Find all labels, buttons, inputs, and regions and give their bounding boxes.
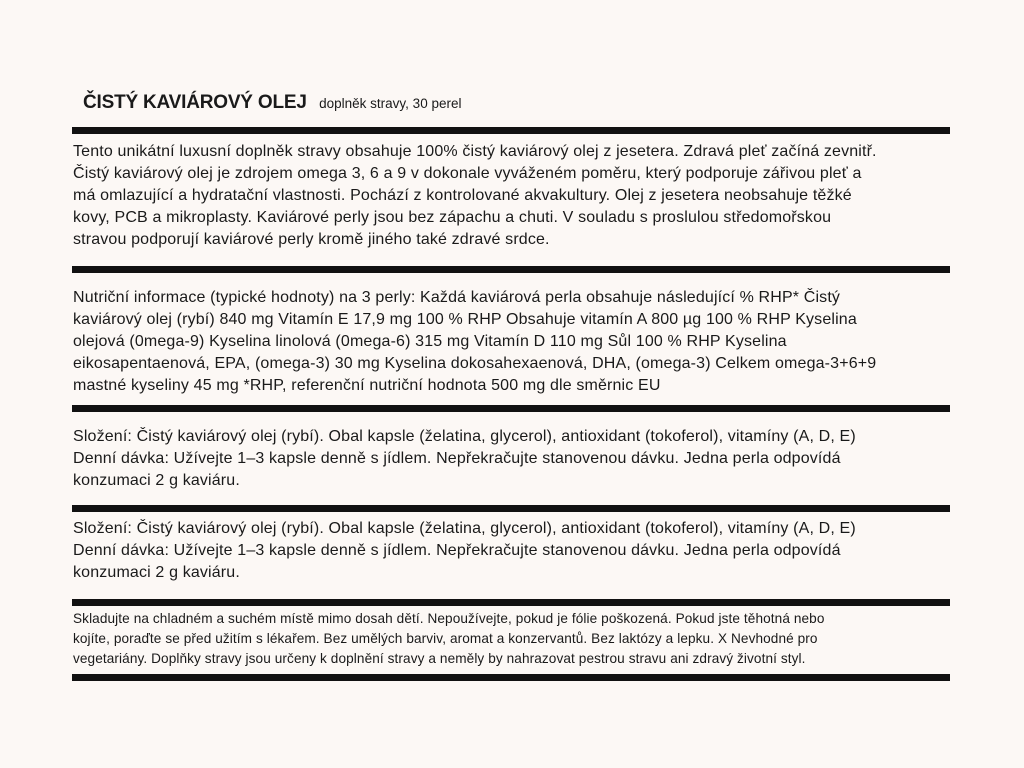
text-line: Složení: Čistý kaviárový olej (rybí). Obal kapsle (želatina, glycerol), antioxidant (tokoferol), vitamíny (A, D, E) xyxy=(73,520,856,537)
divider xyxy=(72,674,950,681)
text-line: konzumaci 2 g kaviáru. xyxy=(73,472,240,489)
composition-section xyxy=(73,426,856,492)
divider xyxy=(72,599,950,606)
text-line: Tento unikátní luxusní doplněk stravy obsahuje 100% čistý kaviárový olej z jesetera. Zdravá pleť začíná zevnitř. xyxy=(73,143,877,160)
text-line: kovy, PCB a mikroplasty. Kaviárové perly jsou bez zápachu a chuti. V souladu s proslulou středomořskou xyxy=(73,209,832,226)
text-line: konzumaci 2 g kaviáru. xyxy=(73,564,240,581)
text-line: eikosapentaenová, EPA, (omega-3) 30 mg Kyselina dokosahexaenová, DHA, (omega-3) Celkem omega-3+6+9 xyxy=(73,355,877,372)
product-name: ČISTÝ KAVIÁROVÝ OLEJ xyxy=(83,92,307,113)
text-line: kojíte, poraďte se před užitím s lékařem. Bez umělých barviv, aromat a konzervantů. Bez laktózy a lepku. X Nevhodné pro xyxy=(73,631,818,646)
text-line: mastné kyseliny 45 mg *RHP, referenční nutriční hodnota 500 mg dle směrnic EU xyxy=(73,377,661,394)
text-line: vegetariány. Doplňky stravy jsou určeny k doplnění stravy a neměly by nahrazovat pestrou stravu ani zdravý životní styl. xyxy=(73,651,806,666)
product-subtitle: doplněk stravy, 30 perel xyxy=(319,96,462,111)
description-section xyxy=(73,141,877,251)
divider xyxy=(72,266,950,273)
composition-section-duplicate xyxy=(73,518,856,584)
text-line: Denní dávka: Užívejte 1–3 kapsle denně s jídlem. Nepřekračujte stanovenou dávku. Jedna perla odpovídá xyxy=(73,450,841,467)
text-line: Skladujte na chladném a suchém místě mimo dosah dětí. Nepoužívejte, pokud je fólie poškozená. Pokud jste těhotná nebo xyxy=(73,611,825,626)
storage-warnings-section xyxy=(73,609,825,669)
product-title xyxy=(83,92,461,114)
text-line: Nutriční informace (typické hodnoty) na 3 perly: Každá kaviárová perla obsahuje následující % RHP* Čistý xyxy=(73,289,841,306)
text-line: stravou podporují kaviárové perly kromě jiného také zdravé srdce. xyxy=(73,231,550,248)
text-line: má omlazující a hydratační vlastnosti. Pochází z kontrolované akvakultury. Olej z jesetera neobsahuje těžké xyxy=(73,187,852,204)
divider xyxy=(72,505,950,512)
text-line: Denní dávka: Užívejte 1–3 kapsle denně s jídlem. Nepřekračujte stanovenou dávku. Jedna perla odpovídá xyxy=(73,542,841,559)
divider xyxy=(72,127,950,134)
text-line: Čistý kaviárový olej je zdrojem omega 3, 6 a 9 v dokonale vyváženém poměru, který podporuje zářivou pleť a xyxy=(73,165,862,182)
text-line: Složení: Čistý kaviárový olej (rybí). Obal kapsle (želatina, glycerol), antioxidant (tokoferol), vitamíny (A, D, E) xyxy=(73,428,856,445)
text-line: kaviárový olej (rybí) 840 mg Vitamín E 17,9 mg 100 % RHP Obsahuje vitamín A 800 µg 100 % RHP Kyselina xyxy=(73,311,857,328)
text-line: olejová (0mega-9) Kyselina linolová (0mega-6) 315 mg Vitamín D 110 mg Sůl 100 % RHP Kyselina xyxy=(73,333,787,350)
divider xyxy=(72,405,950,412)
nutrition-section xyxy=(73,287,876,397)
